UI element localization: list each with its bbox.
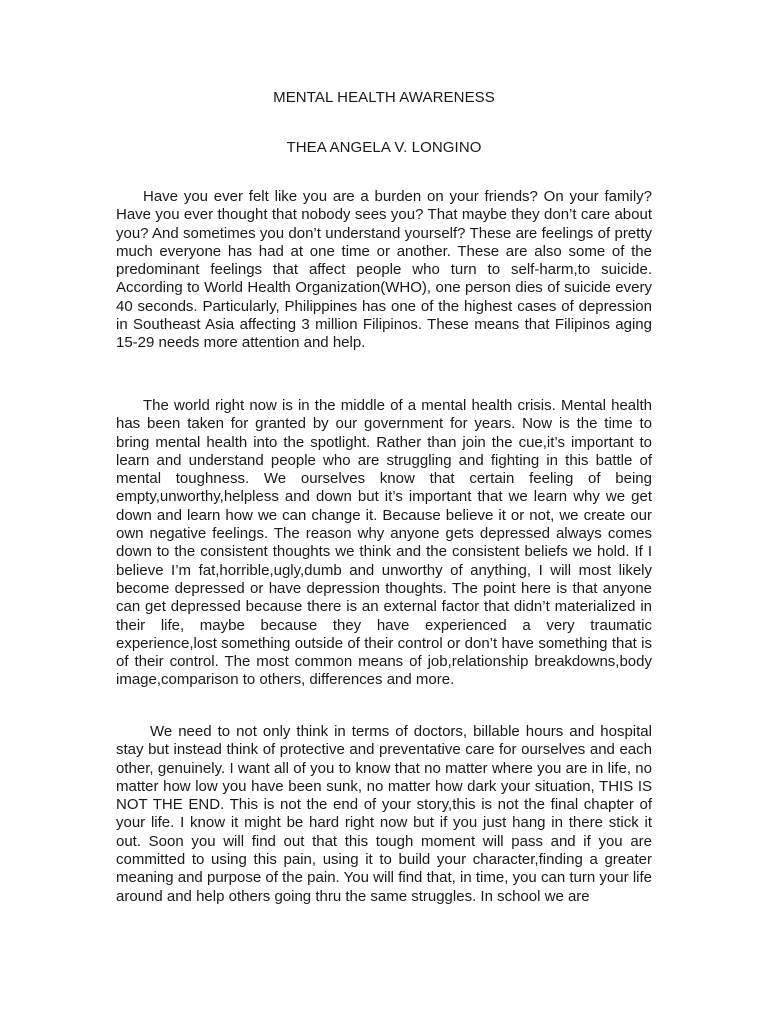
paragraph-3: We need to not only think in terms of doctors, billable hours and hospital stay but instead think of protective and preventative care for ourselves and each other, genuinely. I want all of you to know that no matter where you are in life, no matter how low you have been sunk, no matter how dark your situation, THIS IS NOT THE END. This is not the end of your story,this is not the final chapter of your life. I know it might be hard right now but if you just hang in there stick it out. Soon you will find out that this tough moment will pass and if you are committed to using this pain, using it to build your character,finding a greater meaning and purpose of the pain. You will find that, in time, you can turn your life around and help others going thru the same struggles. In school we are: [116, 723, 652, 905]
paragraph-1: Have you ever felt like you are a burden on your friends? On your family? Have you ever thought that nobody sees you? That maybe they don’t care about you? And sometimes you don’t understand yourself? These are feelings of pretty much everyone has had at one time or another. These are also some of the predominant feelings that affect people who turn to self-harm,to suicide. According to World Health Organization(WHO), one person dies of suicide every 40 seconds. Particularly, Philippines has one of the highest cases of depression in Southeast Asia affecting 3 million Filipinos. These means that Filipinos aging 15-29 needs more attention and help.: [116, 188, 652, 352]
document-author: THEA ANGELA V. LONGINO: [286, 139, 482, 156]
paragraph-2: The world right now is in the middle of a mental health crisis. Mental health has been taken for granted by our government for years. Now is the time to bring mental health into the spotlight. Rather than join the cue,it’s important to learn and understand people who are struggling and fighting in this battle of mental toughness. We ourselves know that certain feeling of being empty,unworthy,helpless and down but it’s important that we learn why we get down and learn how we can change it. Because believe it or not, we create our own negative feelings. The reason why anyone gets depressed always comes down to the consistent thoughts we think and the consistent beliefs we hold. If I believe I’m fat,horrible,ugly,dumb and unworthy of anything, I will most likely become depressed or have depression thoughts. The point here is that anyone can get depressed because there is an external factor that didn’t materialized in their life, maybe because they have experienced a very traumatic experience,lost something outside of their control or don’t have something that is of their control. The most common means of job,relationship breakdowns,body image,comparison to others, differences and more.: [116, 397, 652, 689]
document-title: MENTAL HEALTH AWARENESS: [273, 89, 495, 106]
